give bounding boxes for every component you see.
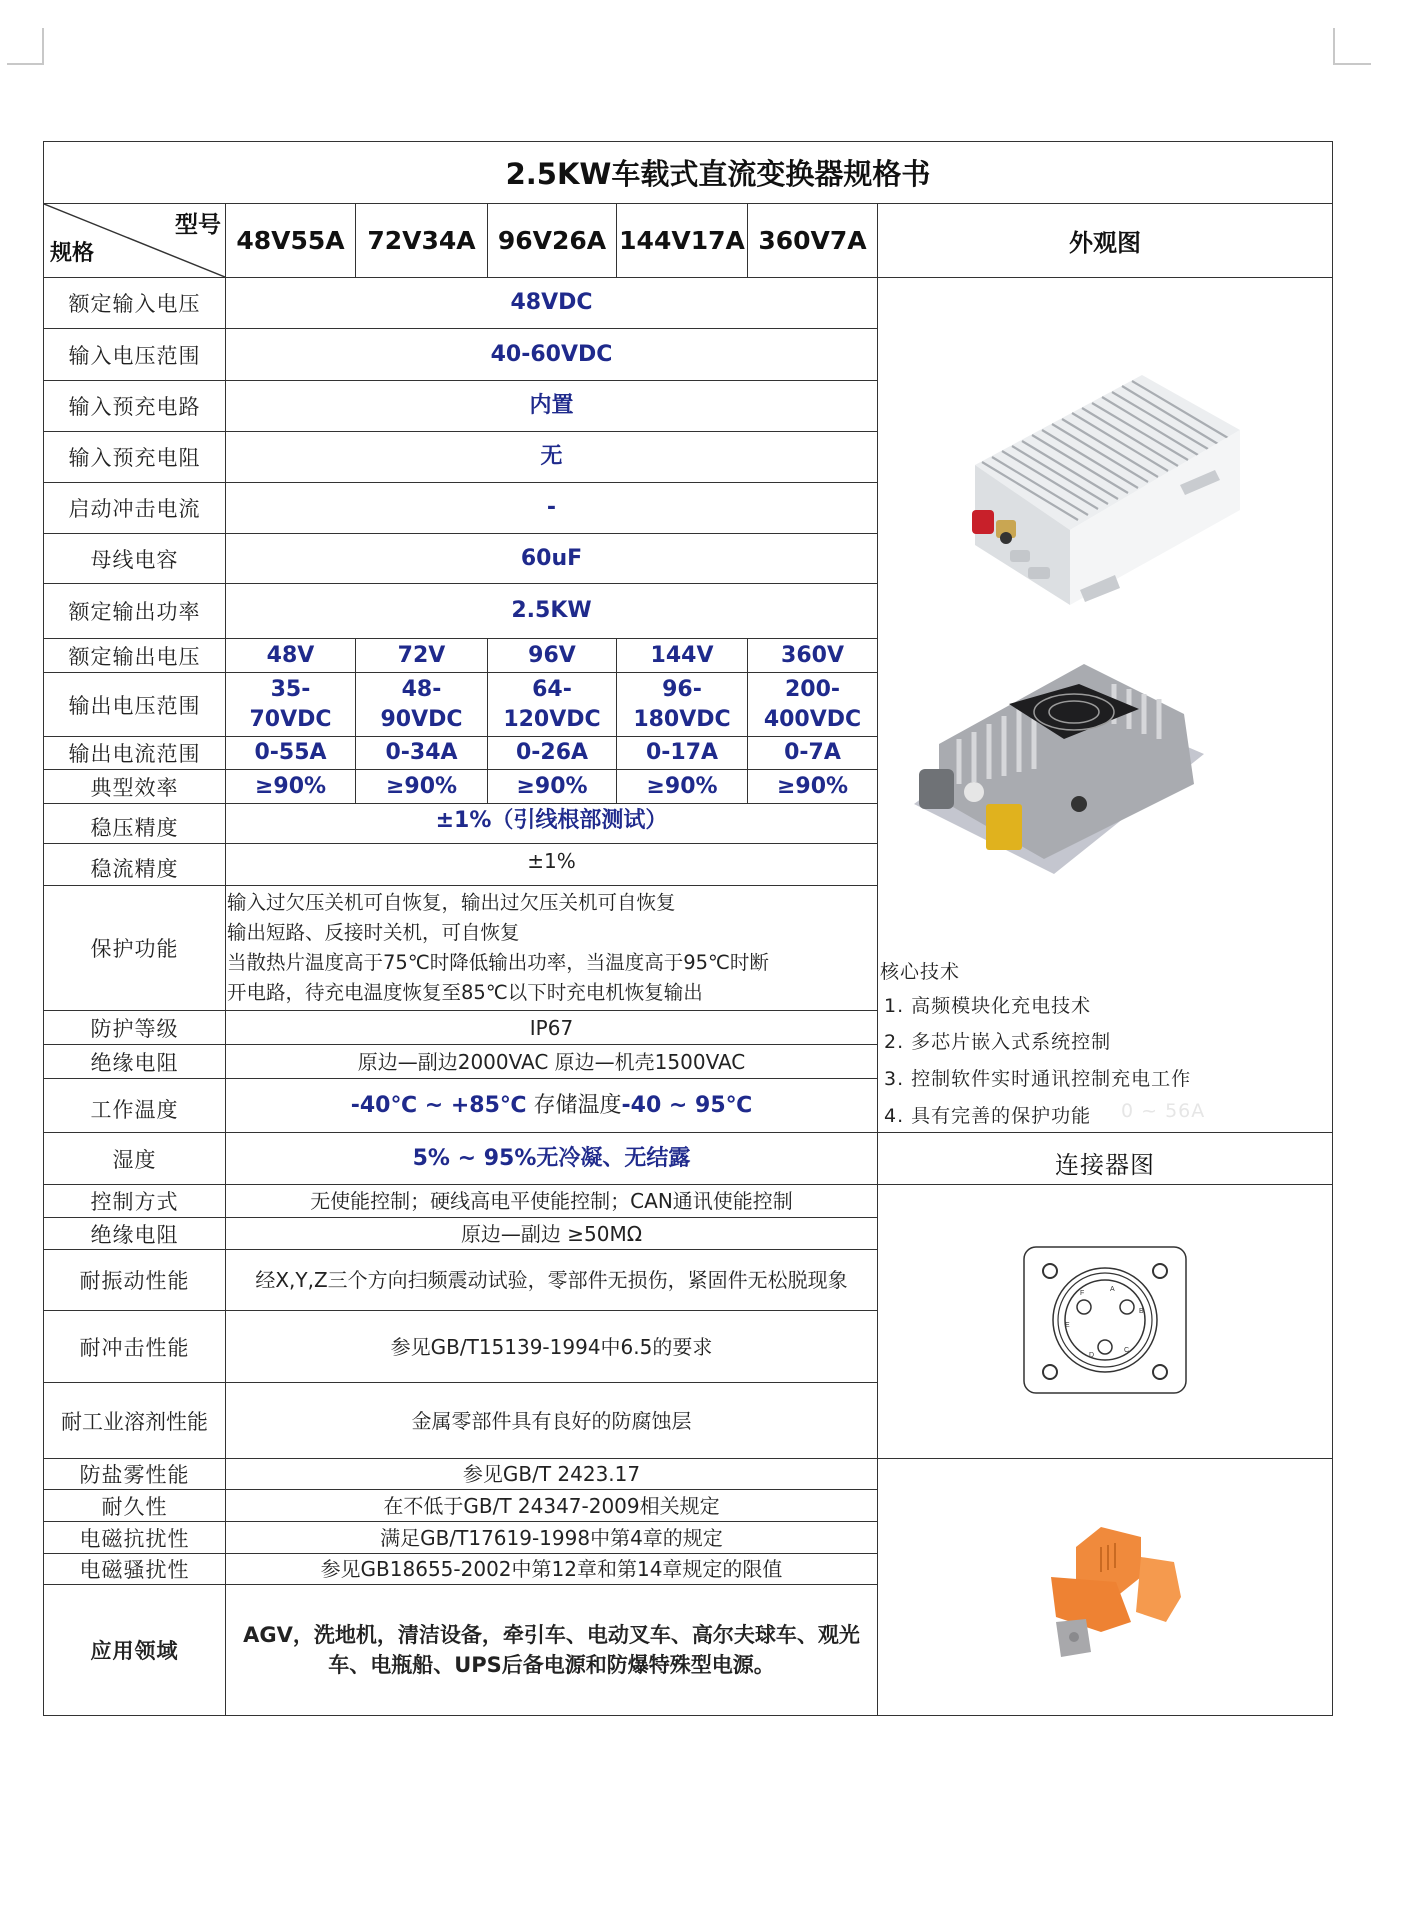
row-value-em-emission (225, 1553, 878, 1585)
protection-line: 输出短路、反接时关机，可自恢复 (227, 921, 520, 944)
ghost-watermark-text: 0 ~ 56A (1121, 1100, 1206, 1122)
row-label-text: 耐振动性能 (79, 1269, 190, 1293)
row-label-humidity (43, 1132, 226, 1185)
row-label-rated-output-power (43, 583, 226, 639)
row-value-insulation-withstand (225, 1044, 878, 1079)
row-label-current-regulation (43, 843, 226, 886)
row-label-text: 耐久性 (101, 1494, 168, 1519)
header-model-label: 型号 (175, 212, 221, 238)
appearance-panel (877, 277, 1333, 1133)
output-current-range-48v55a (225, 736, 356, 770)
row-label-input-voltage-range (43, 328, 226, 381)
output-voltage-range-360v7a (747, 672, 878, 737)
cell-value: ≥90% (254, 773, 327, 799)
row-label-output-voltage-range (43, 672, 226, 737)
row-label-protection (43, 885, 226, 1011)
model-header-144v17a (616, 203, 748, 278)
svg-text:F: F (1080, 1290, 1085, 1297)
row-value-input-voltage-range (225, 328, 878, 381)
row-value-operating-temp (225, 1078, 878, 1133)
typical-efficiency-48v55a (225, 769, 356, 804)
core-tech-item: 4. 具有完善的保护功能 (884, 1105, 1092, 1127)
cell-value: 0-7A (784, 740, 841, 765)
row-label-rated-output-voltage (43, 638, 226, 673)
rated-output-voltage-72v34a (355, 638, 488, 673)
row-label-text: 控制方式 (90, 1190, 179, 1214)
row-label-voltage-regulation (43, 803, 226, 844)
row-value-text: 原边—副边 ≥50MΩ (460, 1221, 643, 1246)
row-value-insulation-resistance (225, 1217, 878, 1250)
row-label-text: 稳压精度 (90, 815, 179, 840)
row-value-text: 在不低于GB/T 24347-2009相关规定 (383, 1493, 720, 1518)
cell-value: 0-34A (385, 740, 458, 765)
row-label-text: 绝缘电阻 (90, 1222, 179, 1247)
row-value-humidity (225, 1132, 878, 1185)
row-value-text: IP67 (529, 1015, 574, 1040)
cell-value-line2: 90VDC (380, 706, 463, 732)
output-voltage-range-48v55a (225, 672, 356, 737)
row-label-text: 保护功能 (90, 937, 179, 961)
row-label-text: 额定输入电压 (68, 292, 201, 316)
orange-connector-panel (877, 1458, 1333, 1716)
connector-pinout-drawing-icon (1022, 1245, 1188, 1397)
model-name: 72V34A (367, 226, 476, 255)
row-label-em-emission (43, 1553, 226, 1585)
row-label-vibration (43, 1249, 226, 1311)
row-label-text: 输入预充电路 (68, 395, 201, 419)
row-label-control-mode (43, 1184, 226, 1218)
cell-value-line1: 200- (784, 676, 841, 702)
cell-value: 144V (650, 642, 714, 668)
row-label-inrush-current (43, 482, 226, 534)
row-label-typical-efficiency (43, 769, 226, 804)
cell-value: ≥90% (646, 773, 718, 799)
row-label-text: 应用领域 (90, 1639, 179, 1663)
row-value-text: 内置 (529, 393, 574, 418)
model-name: 144V17A (619, 226, 745, 255)
header-spec-label: 规格 (50, 241, 95, 266)
row-label-insulation-withstand (43, 1044, 226, 1079)
svg-text:E: E (1065, 1322, 1070, 1329)
model-name: 96V26A (497, 226, 607, 255)
output-voltage-range-144v17a (616, 672, 748, 737)
row-value-inrush-current (225, 482, 878, 534)
connector-drawing-panel (877, 1184, 1333, 1459)
row-label-text: 电磁抗扰性 (79, 1526, 190, 1551)
row-label-durability (43, 1489, 226, 1522)
row-value-text: 60uF (520, 545, 583, 571)
row-label-text: 工作温度 (90, 1097, 179, 1122)
row-label-output-current-range (43, 736, 226, 770)
row-value-solvent-resistance (225, 1382, 878, 1459)
row-value-text: ±1% (527, 849, 576, 873)
appearance-header (877, 203, 1333, 278)
svg-text:B: B (1139, 1308, 1144, 1315)
page-corner-mark-right (1333, 28, 1371, 65)
protection-line: 输入过欠压关机可自恢复，输出过欠压关机可自恢复 (227, 891, 676, 914)
row-value-current-regulation (225, 843, 878, 886)
cell-value: 72V (397, 642, 446, 668)
row-label-precharge-resistor (43, 431, 226, 483)
row-label-text: 电磁骚扰性 (79, 1558, 190, 1582)
row-label-text: 耐冲击性能 (79, 1335, 190, 1360)
typical-efficiency-144v17a (616, 769, 748, 804)
protection-line: 当散热片温度高于75℃时降低输出功率，当温度高于95℃时断 (227, 951, 769, 974)
row-label-ip-rating (43, 1010, 226, 1045)
row-label-shock (43, 1310, 226, 1383)
model-header-48v55a (225, 203, 356, 278)
row-label-operating-temp (43, 1078, 226, 1133)
row-value-rated-output-power (225, 583, 878, 639)
output-current-range-144v17a (616, 736, 748, 770)
cell-value: ≥90% (516, 773, 588, 799)
row-value-rated-input-voltage (225, 277, 878, 329)
row-label-solvent-resistance (43, 1382, 226, 1459)
core-tech-item: 3. 控制软件实时通讯控制充电工作 (884, 1068, 1192, 1090)
row-value-precharge-resistor (225, 431, 878, 483)
cell-value-line2: 180VDC (633, 706, 731, 732)
protection-line: 开电路，待充电温度恢复至85℃以下时充电机恢复输出 (227, 981, 703, 1004)
storage-temp-range: -40 ~ 95℃ (621, 1092, 753, 1118)
row-value-voltage-regulation (225, 803, 878, 844)
product-image-fan-unit (914, 644, 1214, 884)
orange-hv-connector-image (1046, 1527, 1186, 1663)
appearance-label: 外观图 (1069, 229, 1141, 257)
svg-text:C: C (1124, 1347, 1130, 1354)
row-label-text: 防护等级 (90, 1016, 179, 1041)
typical-efficiency-360v7a (747, 769, 878, 804)
core-tech-title: 核心技术 (880, 961, 961, 983)
row-label-text: 绝缘电阻 (90, 1050, 179, 1075)
row-value-text: 经X,Y,Z三个方向扫频震动试验，零部件无损伤，紧固件无松脱现象 (255, 1268, 848, 1292)
cell-value: ≥90% (776, 773, 849, 799)
document-title-text: 2.5KW车载式直流变换器规格书 (505, 157, 931, 191)
row-value-precharge-circuit (225, 380, 878, 432)
row-value-text: 2.5KW (511, 598, 592, 623)
cell-value: 0-26A (515, 740, 589, 765)
cell-value-line1: 96- (662, 676, 702, 702)
row-value-text: 40-60VDC (490, 341, 613, 367)
row-label-rated-input-voltage (43, 277, 226, 329)
row-label-text: 稳流精度 (90, 856, 179, 881)
product-image-heatsink-unit (970, 370, 1255, 615)
row-label-text: 典型效率 (90, 775, 179, 800)
rated-output-voltage-48v55a (225, 638, 356, 673)
row-value-salt-spray (225, 1458, 878, 1490)
row-value-control-mode (225, 1184, 878, 1218)
row-label-text: 母线电容 (90, 547, 179, 572)
model-name: 48V55A (236, 226, 345, 255)
row-value-text: AGV，洗地机，清洁设备，牵引车、电动叉车、高尔夫球车、观光车、电瓶船、UPS后备电源和防爆特殊型电源。 (243, 1623, 860, 1677)
row-value-text: - (546, 495, 557, 520)
operating-temp-range: -40℃ ~ +85℃ (350, 1092, 527, 1118)
output-current-range-72v34a (355, 736, 488, 770)
row-value-text: 5% ~ 95%无冷凝、无结露 (412, 1145, 691, 1171)
row-value-protection (225, 885, 878, 1011)
row-label-text: 输出电流范围 (68, 742, 201, 766)
cell-value: 96V (528, 642, 576, 668)
row-label-text: 额定输出电压 (68, 644, 201, 669)
row-label-text: 输出电压范围 (68, 693, 201, 718)
model-name: 360V7A (758, 226, 867, 255)
row-label-precharge-circuit (43, 380, 226, 432)
typical-efficiency-96v26a (487, 769, 617, 804)
cell-value: 360V (781, 642, 844, 668)
output-voltage-range-72v34a (355, 672, 488, 737)
row-label-salt-spray (43, 1458, 226, 1490)
page-corner-mark-left (7, 28, 44, 65)
row-value-text: 满足GB/T17619-1998中第4章的规定 (380, 1525, 723, 1550)
connector-header (877, 1132, 1333, 1185)
svg-text:D: D (1089, 1352, 1095, 1359)
rated-output-voltage-360v7a (747, 638, 878, 673)
core-tech-item: 1. 高频模块化充电技术 (884, 995, 1092, 1017)
output-current-range-360v7a (747, 736, 878, 770)
header-corner-cell (43, 203, 226, 278)
rated-output-voltage-96v26a (487, 638, 617, 673)
rated-output-voltage-144v17a (616, 638, 748, 673)
cell-value: 0-55A (254, 740, 327, 765)
output-current-range-96v26a (487, 736, 617, 770)
storage-temp-label: 存储温度 (526, 1092, 622, 1118)
model-header-360v7a (747, 203, 878, 278)
row-label-text: 湿度 (112, 1147, 157, 1172)
cell-value-line1: 35- (270, 676, 311, 702)
row-value-text: 参见GB18655-2002中第12章和第14章规定的限值 (320, 1557, 783, 1581)
row-value-text: ±1%（引线根部测试） (435, 808, 668, 833)
connector-label: 连接器图 (1055, 1151, 1155, 1179)
cell-value-line1: 64- (532, 676, 572, 702)
row-value-vibration (225, 1249, 878, 1311)
row-label-text: 输入预充电阻 (68, 446, 201, 470)
row-value-applications (225, 1584, 878, 1716)
cell-value-line2: 120VDC (503, 706, 601, 732)
row-value-text: 参见GB/T15139-1994中6.5的要求 (390, 1334, 713, 1359)
row-label-text: 输入电压范围 (68, 343, 201, 368)
cell-value-line1: 48- (401, 676, 442, 702)
row-label-text: 启动冲击电流 (68, 497, 201, 521)
cell-value: 0-17A (645, 740, 719, 765)
model-header-96v26a (487, 203, 617, 278)
document-title (43, 141, 1333, 204)
row-value-text: 原边—副边2000VAC 原边—机壳1500VAC (357, 1049, 746, 1074)
cell-value-line2: 70VDC (249, 706, 332, 732)
svg-text:A: A (1110, 1286, 1115, 1293)
row-label-text: 耐工业溶剂性能 (61, 1409, 208, 1434)
row-value-em-immunity (225, 1521, 878, 1554)
cell-value: ≥90% (385, 773, 458, 799)
row-value-ip-rating (225, 1010, 878, 1045)
cell-value: 48V (266, 642, 315, 668)
row-value-text: 无使能控制；硬线高电平使能控制；CAN通讯使能控制 (310, 1189, 793, 1213)
core-tech-item: 2. 多芯片嵌入式系统控制 (884, 1031, 1112, 1053)
row-label-text: 防盐雾性能 (79, 1463, 190, 1487)
row-value-text: 48VDC (510, 290, 593, 315)
cell-value-line2: 400VDC (763, 706, 862, 732)
row-label-em-immunity (43, 1521, 226, 1554)
row-label-applications (43, 1584, 226, 1716)
row-value-shock (225, 1310, 878, 1383)
row-label-insulation-resistance (43, 1217, 226, 1250)
row-value-text: 无 (540, 444, 563, 469)
row-label-bus-capacitance (43, 533, 226, 584)
row-value-bus-capacitance (225, 533, 878, 584)
row-value-text: 金属零部件具有良好的防腐蚀层 (411, 1408, 692, 1433)
model-header-72v34a (355, 203, 488, 278)
output-voltage-range-96v26a (487, 672, 617, 737)
row-value-text: 参见GB/T 2423.17 (462, 1462, 641, 1486)
typical-efficiency-72v34a (355, 769, 488, 804)
row-value-durability (225, 1489, 878, 1522)
row-label-text: 额定输出功率 (68, 600, 201, 624)
